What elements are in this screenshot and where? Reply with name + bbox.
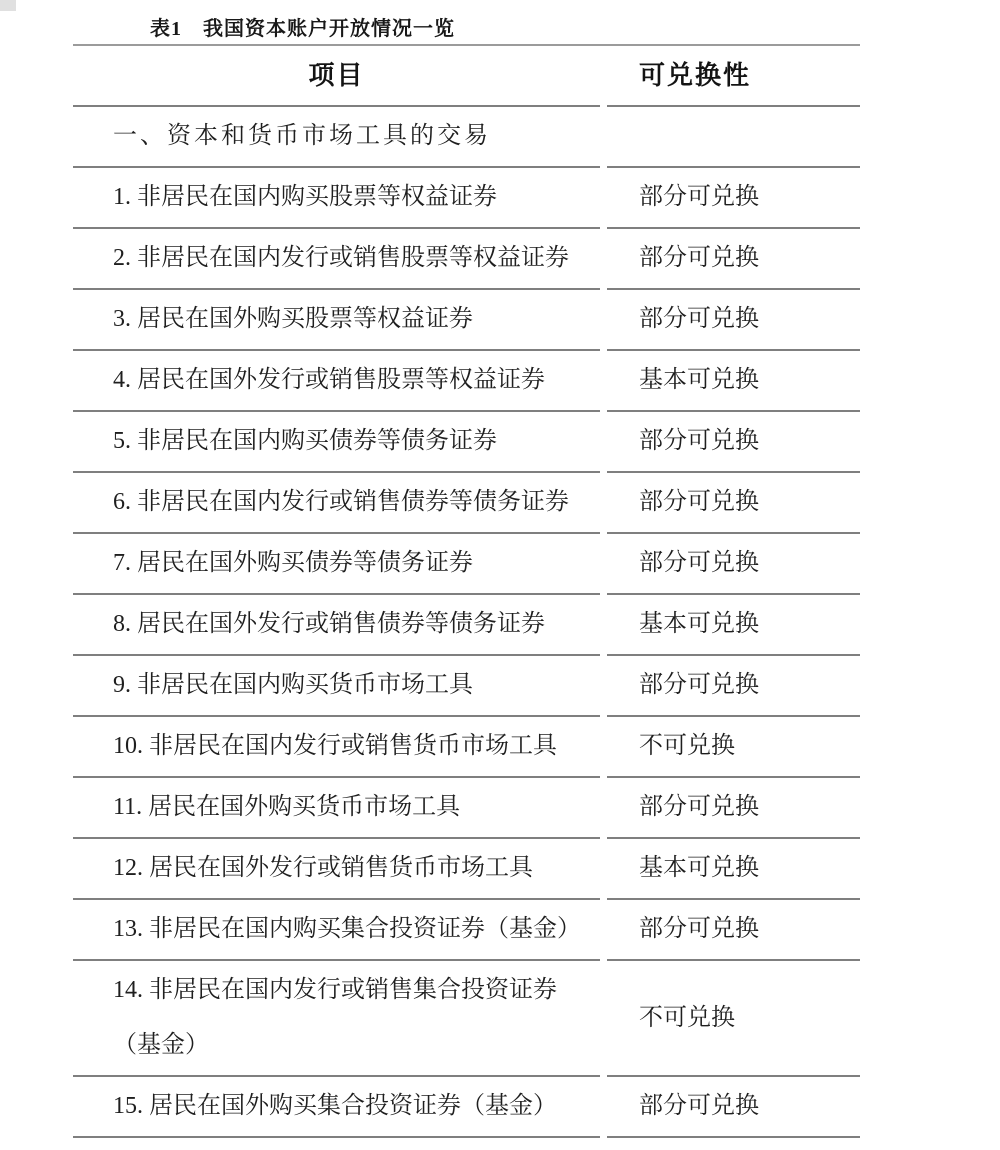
item-cell: 6. 非居民在国内发行或销售债券等债务证券 xyxy=(73,473,600,534)
table-section-row xyxy=(73,107,860,168)
convertibility-cell: 部分可兑换 xyxy=(607,778,860,839)
convertibility-cell: 部分可兑换 xyxy=(607,1077,860,1138)
item-cell: 11. 居民在国外购买货币市场工具 xyxy=(73,778,600,839)
convertibility-table xyxy=(73,44,860,1138)
convertibility-cell: 基本可兑换 xyxy=(607,595,860,656)
convertibility-cell: 基本可兑换 xyxy=(607,351,860,412)
item-cell: 3. 居民在国外购买股票等权益证券 xyxy=(73,290,600,351)
convertibility-cell: 部分可兑换 xyxy=(607,473,860,534)
convertibility-cell: 部分可兑换 xyxy=(607,168,860,229)
table-row xyxy=(73,717,860,778)
table-row xyxy=(73,412,860,473)
table-row xyxy=(73,778,860,839)
table-row xyxy=(73,534,860,595)
item-cell: 9. 非居民在国内购买货币市场工具 xyxy=(73,656,600,717)
table-row xyxy=(73,900,860,961)
header-item-column: 项目 xyxy=(73,46,600,107)
convertibility-cell: 不可兑换 xyxy=(607,961,860,1077)
convertibility-cell: 不可兑换 xyxy=(607,717,860,778)
convertibility-cell: 部分可兑换 xyxy=(607,412,860,473)
table-caption: 表1 我国资本账户开放情况一览 xyxy=(150,18,455,40)
scan-artifact xyxy=(0,0,16,11)
item-cell: 15. 居民在国外购买集合投资证券（基金） xyxy=(73,1077,600,1138)
table-row xyxy=(73,351,860,412)
item-cell: 1. 非居民在国内购买股票等权益证券 xyxy=(73,168,600,229)
convertibility-cell: 部分可兑换 xyxy=(607,900,860,961)
item-cell: 7. 居民在国外购买债券等债务证券 xyxy=(73,534,600,595)
item-cell: 12. 居民在国外发行或销售货币市场工具 xyxy=(73,839,600,900)
table-row xyxy=(73,839,860,900)
convertibility-cell: 部分可兑换 xyxy=(607,656,860,717)
header-convertibility-column: 可兑换性 xyxy=(607,46,860,107)
table-row xyxy=(73,595,860,656)
section-title: 一、资本和货币市场工具的交易 xyxy=(73,107,600,168)
item-cell: 2. 非居民在国内发行或销售股票等权益证券 xyxy=(73,229,600,290)
table-row xyxy=(73,290,860,351)
item-cell: 4. 居民在国外发行或销售股票等权益证券 xyxy=(73,351,600,412)
item-cell: 5. 非居民在国内购买债券等债务证券 xyxy=(73,412,600,473)
item-cell: 8. 居民在国外发行或销售债券等债务证券 xyxy=(73,595,600,656)
item-cell: 10. 非居民在国内发行或销售货币市场工具 xyxy=(73,717,600,778)
table-row xyxy=(73,1077,860,1138)
convertibility-cell: 部分可兑换 xyxy=(607,534,860,595)
convertibility-cell: 基本可兑换 xyxy=(607,839,860,900)
table-row xyxy=(73,168,860,229)
convertibility-cell: 部分可兑换 xyxy=(607,229,860,290)
table-row xyxy=(73,473,860,534)
section-convertibility-cell xyxy=(607,107,860,168)
table-row xyxy=(73,656,860,717)
table-row xyxy=(73,229,860,290)
table-header-row xyxy=(73,46,860,107)
item-cell: 14. 非居民在国内发行或销售集合投资证券（基金） xyxy=(73,961,600,1077)
convertibility-cell: 部分可兑换 xyxy=(607,290,860,351)
item-cell: 13. 非居民在国内购买集合投资证券（基金） xyxy=(73,900,600,961)
table-row xyxy=(73,961,860,1077)
